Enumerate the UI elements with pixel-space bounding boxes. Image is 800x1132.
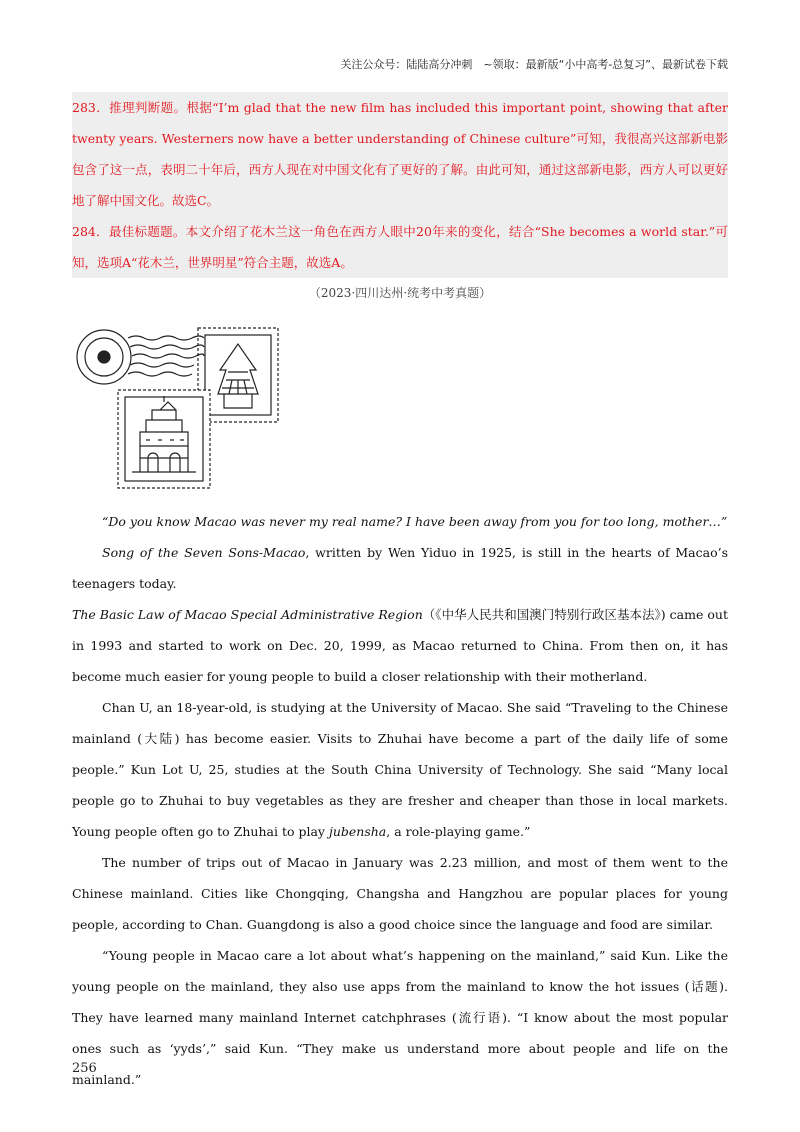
paragraph-2-text-a: Chan U, an 18-year-old, is studying at the University of Macao. She said “Traveling to the Chinese mainland (大陆) has become easier. Visits to Zhuhai have become a part of the daily life of some people.” Kun Lot U, 25, studies at the South China University of Technology. She said “Many local people go to Zhuhai to buy vegetables as they are fresher and cheaper than those in local markets. Young people often go to Zhuhai to play bbox=[72, 700, 728, 839]
passage-paragraph-3: The number of trips out of Macao in January was 2.23 million, and most of them went to the Chinese mainland. Cities like Chongqing, Changsha and Hangzhou are popular places for young people, according to Chan. Guangdong is also a good choice since the language and food are similar. bbox=[72, 855, 728, 932]
question-source: （2023·四川达州·统考中考真题） bbox=[308, 286, 492, 300]
answer-284: 284．最佳标题题。本文介绍了花木兰这一角色在西方人眼中20年来的变化，结合“She becomes a world star.”可知，选项A“花木兰，世界明星”符合主题，故选A。 bbox=[72, 224, 728, 270]
page-number: 256 bbox=[72, 1061, 97, 1076]
passage-paragraph-1 bbox=[72, 537, 728, 599]
passage-paragraph-4: “Young people in Macao care a lot about what’s happening on the mainland,” said Kun. Like the young people on the mainland, they also use apps from the mainland to know the hot issues (话题). They have learned many mainland Internet catchphrases (流行语). “I know about the most popular ones such as ‘yyds’,” said Kun. “They make us understand more about people and life on the mainland.” bbox=[72, 948, 728, 1087]
quote-text: “Do you know Macao was never my real name? I have been away from you for too long, mother…” bbox=[102, 514, 728, 529]
paragraph-1-text: , written by Wen Yiduo in 1925, is still in the hearts of Macao’s teenagers today. bbox=[72, 545, 728, 591]
basic-law-title: The Basic Law of Macao Special Administrative Region bbox=[72, 607, 423, 622]
reading-passage bbox=[72, 506, 728, 1095]
answer-explanation-box bbox=[72, 92, 728, 278]
passage-quote bbox=[72, 506, 728, 537]
page-header: 关注公众号：陆陆高分冲刺 ~领取：最新版“小中高考-总复习”、最新试卷下载 bbox=[340, 58, 728, 71]
paragraph-1b-text: （《中华人民共和国澳门特别行政区基本法》) came out in 1993 and started to work on Dec. 20, 1999, as Macao returned to China. From then on, it has become much easier for young people to build a closer relationship with their motherland. bbox=[72, 607, 728, 684]
passage-paragraph-2 bbox=[72, 692, 728, 847]
song-title: Song of the Seven Sons-Macao bbox=[102, 545, 306, 560]
paragraph-2-text-b: , a role-playing game.” bbox=[386, 824, 531, 839]
macao-stamps-illustration bbox=[74, 322, 286, 490]
answer-283: 283．推理判断题。根据“I’m glad that the new film has included this important point, showing that after twenty years. Westerners now have a better understanding of Chinese culture”可知，我很高兴这部新电影包含了这一点，表明二十年后，西方人现在对中国文化有了更好的了解。由此可知，通过这部新电影，西方人可以更好地了解中国文化。故选C。 bbox=[72, 100, 728, 208]
passage-paragraph-1b bbox=[72, 599, 728, 692]
jubensha-term: jubensha bbox=[328, 824, 387, 839]
